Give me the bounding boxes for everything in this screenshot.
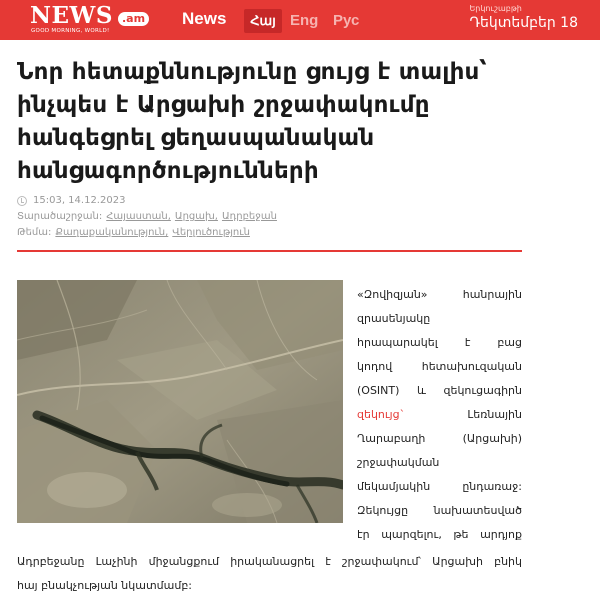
region-link-artsakh[interactable]: Արցախ, — [174, 211, 218, 222]
title-line: ինչպես է Արցախի շրջափակումը — [17, 92, 430, 118]
text-line — [357, 307, 522, 331]
text-word: ընդառաջ: — [462, 480, 522, 493]
top-header-bar — [0, 0, 600, 40]
text-word: (OSINT) — [357, 384, 400, 397]
satellite-image-graphic — [17, 280, 343, 523]
text-word: շրջափակման — [357, 456, 440, 469]
date-day: Դեկտեմբեր 18 — [469, 15, 578, 31]
text-word: հրապարակել — [357, 336, 438, 349]
satellite-image[interactable] — [17, 280, 343, 523]
title-divider — [17, 250, 522, 252]
title-line: Նոր հետաքննությունը ցույց է տալիս՝ — [17, 59, 487, 85]
text-word: էր — [357, 528, 370, 541]
region-link-armenia[interactable]: Հայաստան, — [106, 211, 171, 222]
topic-link-analysis[interactable]: Վերլուծություն — [172, 227, 250, 238]
text-word: «Զովիզյան» — [357, 288, 428, 301]
text-word: և — [416, 384, 426, 397]
text-line — [357, 475, 522, 499]
text-word: թե — [453, 528, 469, 541]
text-word: զեկուցագիրն — [443, 384, 522, 397]
date-weekday: Երկուշաբթի — [469, 4, 522, 13]
logo-tagline: GOOD MORNING, WORLD! — [31, 28, 110, 34]
text-word: է — [464, 336, 471, 349]
title-line: հանցագործությունների — [17, 158, 319, 184]
report-link[interactable]: զեկույց` — [357, 408, 406, 421]
text-line — [357, 379, 522, 403]
text-line — [357, 331, 522, 355]
text-word: Զեկույցը — [357, 504, 409, 517]
region-link-azerbaijan[interactable]: Ադրբեջան — [221, 211, 277, 222]
article-meta — [17, 193, 522, 241]
publish-time-row — [17, 193, 522, 209]
text-line — [357, 283, 522, 307]
topic-link-politics[interactable]: Քաղաքականություն, — [55, 227, 169, 238]
logo-text: NEWS — [30, 2, 113, 29]
text-word: նախատեսված — [433, 504, 522, 517]
text-word: արդյոք — [480, 528, 522, 541]
nav-news-link[interactable]: News — [182, 9, 227, 28]
text-line — [357, 499, 522, 523]
article-title — [17, 56, 527, 188]
text-word: հետախուզական — [421, 360, 522, 373]
regions-label: Տարածաշրջան: — [17, 211, 103, 222]
site-logo[interactable] — [30, 3, 150, 37]
text-word: հանրային — [462, 288, 522, 301]
lang-english[interactable]: Eng — [290, 12, 319, 29]
text-word: բաց — [497, 336, 522, 349]
lang-armenian[interactable]: Հայ — [244, 9, 282, 33]
text-line — [357, 523, 522, 547]
logo-suffix: .am — [118, 12, 149, 26]
topics-row — [17, 225, 522, 241]
topics-label: Թեմա: — [17, 227, 52, 238]
body-line: հայ բնակչության նկատմամբ: — [17, 579, 192, 592]
text-word: Լեռնային — [467, 408, 522, 421]
article-body-text — [17, 550, 522, 598]
text-word: մեկամյակին — [357, 480, 431, 493]
text-word: Ղարաբաղի — [357, 432, 426, 445]
text-line — [357, 427, 522, 451]
text-word: պարզելու, — [381, 528, 442, 541]
regions-row — [17, 209, 522, 225]
text-line — [357, 355, 522, 379]
lang-russian[interactable]: Рус — [333, 12, 360, 29]
article-side-text — [357, 283, 522, 547]
publish-time: 15:03, 14.12.2023 — [33, 195, 126, 206]
body-line: Ադրբեջանը Լաչինի միջանցքում իրականացրել է շրջափակում՝ Արցախի բնիկ — [17, 555, 522, 568]
text-word: (Արցախի) — [462, 432, 522, 445]
text-word: կոդով — [357, 360, 393, 373]
clock-icon — [17, 196, 27, 206]
title-line: հանգեցրել ցեղասպանական — [17, 125, 375, 151]
current-date — [469, 4, 578, 32]
text-line — [357, 403, 522, 427]
text-word: զրասենյակը — [357, 312, 431, 325]
text-line — [357, 451, 522, 475]
